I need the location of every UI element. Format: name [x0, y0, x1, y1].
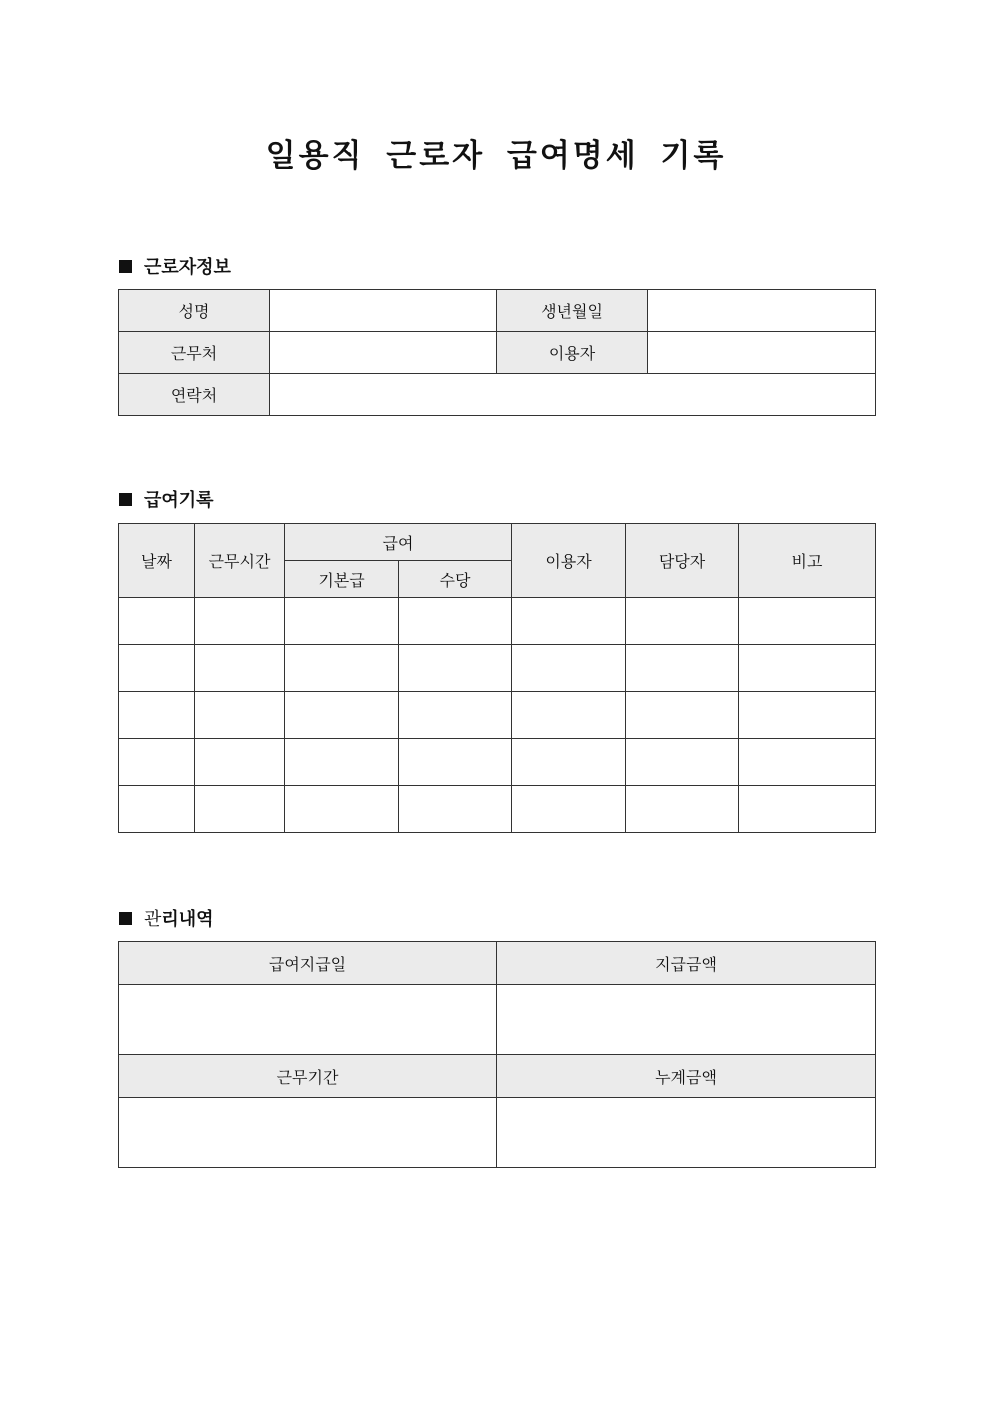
cumulative-amount-field[interactable]	[497, 1098, 876, 1168]
document-title: 일용직 근로자 급여명세 기록	[265, 138, 727, 174]
date-header: 날짜	[119, 524, 195, 598]
user-cell[interactable]	[512, 786, 626, 833]
table-row	[119, 739, 876, 786]
table-row	[119, 332, 876, 374]
manager-cell[interactable]	[626, 692, 739, 739]
cumulative-amount-header: 누계금액	[497, 1055, 876, 1098]
worker-info-table	[118, 289, 876, 416]
date-cell[interactable]	[119, 739, 195, 786]
base-pay-cell[interactable]	[285, 786, 399, 833]
manager-cell[interactable]	[626, 645, 739, 692]
base-pay-cell[interactable]	[285, 739, 399, 786]
square-bullet-icon	[119, 260, 132, 273]
remarks-cell[interactable]	[739, 739, 876, 786]
pay-amount-header: 지급금액	[497, 942, 876, 985]
work-period-header: 근무기간	[119, 1055, 497, 1098]
table-row	[119, 598, 876, 645]
remarks-cell[interactable]	[739, 645, 876, 692]
user-cell[interactable]	[512, 645, 626, 692]
table-row	[119, 645, 876, 692]
allowance-cell[interactable]	[399, 786, 512, 833]
birth-date-field[interactable]	[648, 290, 876, 332]
user-cell[interactable]	[512, 739, 626, 786]
date-cell[interactable]	[119, 645, 195, 692]
base-pay-cell[interactable]	[285, 598, 399, 645]
work-hours-cell[interactable]	[195, 598, 285, 645]
contact-field[interactable]	[270, 374, 876, 416]
workplace-label: 근무처	[119, 332, 270, 374]
user-label: 이용자	[497, 332, 648, 374]
allowance-cell[interactable]	[399, 645, 512, 692]
base-pay-cell[interactable]	[285, 645, 399, 692]
manager-cell[interactable]	[626, 786, 739, 833]
table-row	[119, 290, 876, 332]
remarks-cell[interactable]	[739, 786, 876, 833]
date-cell[interactable]	[119, 786, 195, 833]
worker-info-heading	[119, 253, 231, 279]
pay-record-table	[118, 523, 876, 833]
name-label: 성명	[119, 290, 270, 332]
allowance-cell[interactable]	[399, 692, 512, 739]
management-heading	[119, 905, 214, 931]
allowance-cell[interactable]	[399, 739, 512, 786]
name-field[interactable]	[270, 290, 497, 332]
square-bullet-icon	[119, 912, 132, 925]
work-hours-header: 근무시간	[195, 524, 285, 598]
table-row	[119, 786, 876, 833]
worker-info-heading-text: 근로자정보	[144, 257, 231, 278]
work-hours-cell[interactable]	[195, 739, 285, 786]
manager-cell[interactable]	[626, 598, 739, 645]
table-row	[119, 692, 876, 739]
table-row	[119, 1098, 876, 1168]
remarks-header: 비고	[739, 524, 876, 598]
table-row	[119, 374, 876, 416]
birth-date-label: 생년월일	[497, 290, 648, 332]
date-cell[interactable]	[119, 692, 195, 739]
user-cell[interactable]	[512, 598, 626, 645]
pay-record-heading-text: 급여기록	[144, 490, 214, 511]
management-table	[118, 941, 876, 1168]
contact-label: 연락처	[119, 374, 270, 416]
table-header-row	[119, 524, 876, 561]
pay-date-field[interactable]	[119, 985, 497, 1055]
allowance-cell[interactable]	[399, 598, 512, 645]
pay-header: 급여	[285, 524, 512, 561]
pay-date-header: 급여지급일	[119, 942, 497, 985]
user-header: 이용자	[512, 524, 626, 598]
square-bullet-icon	[119, 493, 132, 506]
table-header-row	[119, 1055, 876, 1098]
pay-record-heading	[119, 486, 214, 512]
work-hours-cell[interactable]	[195, 786, 285, 833]
manager-header: 담당자	[626, 524, 739, 598]
work-period-field[interactable]	[119, 1098, 497, 1168]
user-cell[interactable]	[512, 692, 626, 739]
allowance-header: 수당	[399, 561, 512, 598]
base-pay-header: 기본급	[285, 561, 399, 598]
table-header-row	[119, 942, 876, 985]
table-row	[119, 985, 876, 1055]
date-cell[interactable]	[119, 598, 195, 645]
pay-amount-field[interactable]	[497, 985, 876, 1055]
base-pay-cell[interactable]	[285, 692, 399, 739]
work-hours-cell[interactable]	[195, 645, 285, 692]
remarks-cell[interactable]	[739, 598, 876, 645]
manager-cell[interactable]	[626, 739, 739, 786]
user-field[interactable]	[648, 332, 876, 374]
management-heading-prefix: 관	[144, 909, 162, 930]
workplace-field[interactable]	[270, 332, 497, 374]
remarks-cell[interactable]	[739, 692, 876, 739]
management-heading-text: 리내역	[161, 909, 214, 930]
work-hours-cell[interactable]	[195, 692, 285, 739]
